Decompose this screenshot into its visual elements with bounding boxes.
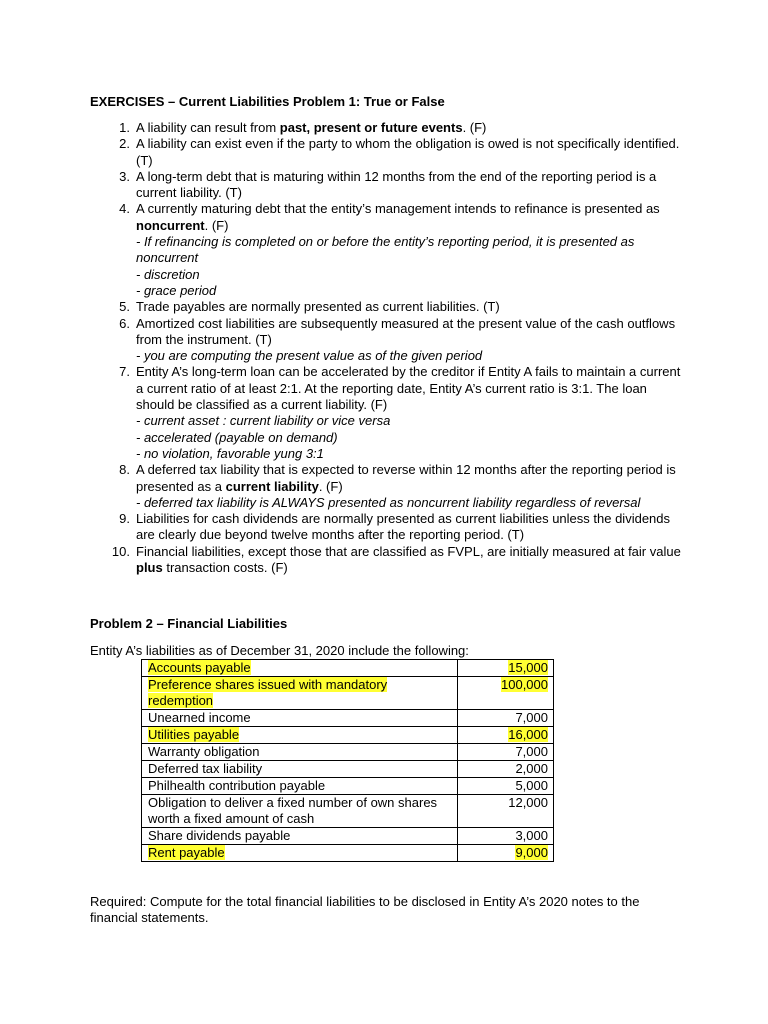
item-number: 4. (119, 201, 130, 217)
item-text-pre: A liability can result from (136, 120, 280, 135)
liability-label-cell (142, 845, 458, 862)
liability-amount-cell (457, 761, 553, 778)
item-text-pre: Trade payables are normally presented as current liabilities. (T) (136, 299, 500, 315)
table-row (142, 795, 554, 828)
item-text (136, 462, 676, 493)
liability-label: Unearned income (148, 710, 251, 725)
table-row (142, 778, 554, 795)
liability-amount-cell (457, 660, 553, 677)
table-row (142, 744, 554, 761)
item-text-pre: Financial liabilities, except those that are classified as FVPL, are initially measured at fair value (136, 543, 681, 559)
list-item (119, 511, 681, 544)
list-item (119, 299, 681, 315)
liability-amount-cell (457, 744, 553, 761)
item-text-bold: past, present or future events (279, 120, 463, 135)
item-text-post: . (F) (462, 120, 487, 135)
liability-amount: 15,000 (508, 660, 548, 675)
item-note: - If refinancing is completed on or before the entity’s reporting period, it is presented as noncurrent (136, 234, 635, 266)
liability-amount: 12,000 (508, 795, 548, 810)
item-text (136, 364, 680, 412)
liability-amount-cell (457, 710, 553, 727)
liability-label-cell (142, 727, 458, 744)
item-text (136, 136, 679, 167)
item-note: - discretion (136, 266, 200, 282)
list-item (119, 364, 681, 462)
true-false-list (111, 120, 681, 576)
item-note: - accelerated (payable on demand) (136, 429, 338, 445)
item-text (136, 511, 670, 542)
item-text (136, 169, 656, 200)
item-text-pre: A liability can exist even if the party to whom the obligation is owed is not specifically identified. (T) (136, 136, 680, 168)
item-note: - deferred tax liability is ALWAYS presented as noncurrent liability regardless of reversal (136, 494, 641, 510)
item-note: - current asset : current liability or vice versa (136, 413, 391, 429)
liability-amount: 2,000 (515, 761, 548, 776)
liability-amount-cell (457, 677, 553, 710)
liability-label: Preference shares issued with mandatory redemption (148, 677, 388, 708)
liability-amount: 5,000 (515, 778, 548, 793)
liability-label: Share dividends payable (148, 828, 291, 843)
item-number: 3. (119, 168, 130, 184)
liability-label: Obligation to deliver a fixed number of own shares worth a fixed amount of cash (148, 795, 438, 826)
item-note: - you are computing the present value as of the given period (136, 348, 483, 364)
list-item (119, 168, 681, 202)
liability-amount: 7,000 (515, 744, 548, 759)
table-row (142, 761, 554, 778)
item-text (136, 120, 486, 135)
item-text (136, 299, 500, 314)
item-text-bold: noncurrent (136, 217, 205, 233)
liability-label-cell (142, 744, 458, 761)
liability-label-cell (142, 677, 458, 710)
item-text-bold: current liability (225, 478, 319, 494)
item-number: 8. (119, 462, 130, 478)
liability-label: Accounts payable (148, 660, 251, 675)
problem2-title: Problem 2 – Financial Liabilities (90, 616, 288, 631)
item-number: 5. (119, 299, 130, 315)
liability-amount: 100,000 (501, 677, 548, 692)
item-number: 1. (119, 120, 130, 135)
item-text-pre: A long-term debt that is maturing within 12 months from the end of the reporting period is a current liability. (T) (136, 168, 657, 201)
item-text-pre: A currently maturing debt that the entity’s management intends to refinance is presented as (136, 201, 660, 217)
list-item (119, 201, 681, 299)
list-item (119, 315, 681, 365)
liability-label: Utilities payable (148, 727, 240, 742)
item-text-pre: Amortized cost liabilities are subsequently measured at the present value of the cash outflows from the instrument. (T) (136, 315, 676, 347)
liability-label-cell (142, 778, 458, 795)
liability-label: Deferred tax liability (148, 761, 263, 776)
liability-label: Philhealth contribution payable (148, 778, 326, 793)
liability-amount-cell (457, 828, 553, 845)
liability-label-cell (142, 710, 458, 727)
list-item (111, 543, 681, 577)
required-text: Required: Compute for the total financial liabilities to be disclosed in Entity A’s 2020 notes to the financial statements. (90, 894, 640, 926)
liability-label-cell (142, 761, 458, 778)
liability-amount-cell (457, 727, 553, 744)
table-row (142, 660, 554, 677)
liability-amount-cell (457, 795, 553, 828)
list-item (119, 462, 681, 511)
item-text-pre: Liabilities for cash dividends are normally presented as current liabilities unless the dividends are clearly due beyond twelve months after the reporting period. (T) (136, 511, 671, 543)
problem2-intro: Entity A’s liabilities as of December 31, 2020 include the following: (90, 643, 469, 658)
liabilities-table (141, 659, 554, 862)
liability-label-cell (142, 828, 458, 845)
item-text (136, 316, 675, 347)
liability-label: Warranty obligation (148, 744, 260, 759)
item-text-bold: plus (136, 560, 163, 576)
table-row (142, 727, 554, 744)
item-number: 6. (119, 315, 130, 331)
table-row (142, 828, 554, 845)
table-row (142, 710, 554, 727)
liability-amount-cell (457, 845, 553, 862)
liability-label: Rent payable (148, 845, 225, 860)
liability-amount: 16,000 (508, 727, 548, 742)
item-number: 9. (119, 511, 130, 527)
liability-amount: 3,000 (515, 828, 548, 843)
liability-amount-cell (457, 778, 553, 795)
liability-label-cell (142, 795, 458, 828)
item-text-pre: Entity A’s long-term loan can be accelerated by the creditor if Entity A fails to maintain a current a current ratio of at least 2:1. At the reporting date, Entity A’s current ratio is 3:1. The loan should be classified as a current liability. (F) (136, 364, 681, 413)
item-text (136, 544, 681, 575)
list-item (119, 136, 681, 169)
item-text-pre: A deferred tax liability that is expected to reverse within 12 months after the reporting period is presented as a (136, 462, 676, 494)
liability-label-cell (142, 660, 458, 677)
liability-amount: 9,000 (515, 845, 548, 860)
table-row (142, 677, 554, 710)
liability-amount: 7,000 (515, 710, 548, 725)
item-number: 10. (111, 543, 130, 559)
table-row (142, 845, 554, 862)
item-text (136, 201, 660, 232)
item-note: - no violation, favorable yung 3:1 (136, 445, 324, 461)
item-text-post: transaction costs. (F) (162, 560, 288, 576)
problem1-title: EXERCISES – Current Liabilities Problem 1: True or False (90, 94, 445, 109)
list-item (119, 120, 681, 136)
item-text-post: . (F) (318, 478, 343, 494)
item-number: 7. (119, 364, 130, 380)
item-note: - grace period (136, 282, 217, 298)
item-text-post: . (F) (204, 217, 229, 233)
item-number: 2. (119, 136, 130, 152)
